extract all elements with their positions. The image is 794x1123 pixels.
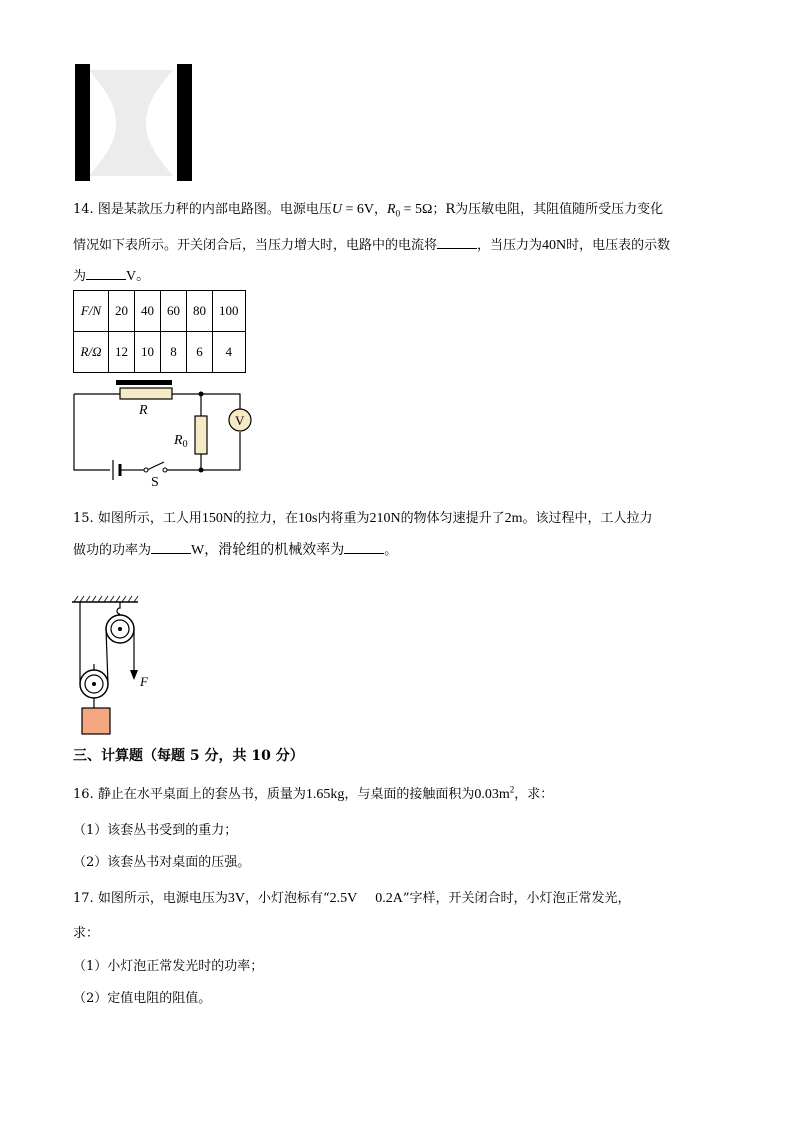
q17-line-1 (73, 887, 631, 907)
q15-line-2 (73, 539, 397, 559)
q14-voltage-val: = 6V (341, 202, 374, 217)
q14-comma: ， (373, 202, 387, 217)
q14-line2-a: 情况如下表所示。开关闭合后，当压力增大时，电路中的电流将 (73, 238, 438, 253)
q15-line2-end: 。 (384, 543, 398, 558)
table-cell: 6 (187, 332, 213, 373)
q15-blank-efficiency[interactable] (344, 541, 384, 554)
q15-line1-e: 。该过程中，工人拉力 (522, 511, 653, 526)
table-row (74, 291, 246, 332)
q14-blank-current[interactable] (437, 236, 477, 249)
right-bar (177, 64, 192, 181)
q15-force: 150N (201, 511, 233, 526)
pressure-plate (116, 380, 172, 385)
q16-text-c: ，求： (514, 787, 554, 802)
q14-line3-unit: V。 (126, 269, 151, 284)
table-cell: R/Ω (74, 332, 109, 373)
table-cell: 8 (161, 332, 187, 373)
q17-text-b: ，小灯泡标有“ (244, 891, 330, 906)
switch-contact (163, 468, 167, 472)
resistor-r (120, 388, 172, 399)
table-cell: 20 (109, 291, 135, 332)
table-cell: 4 (213, 332, 246, 373)
q17-rating-v: 2.5V (329, 891, 358, 906)
left-bar (75, 64, 90, 181)
q17-line-2: 求： (73, 926, 100, 941)
wire (172, 394, 240, 412)
q14-line-2 (73, 234, 670, 254)
q16-text-a: 静止在水平桌面上的套丛书，质量为 (97, 787, 306, 802)
q14-line2-c: 时，电压表的示数 (566, 238, 671, 253)
table-cell: 60 (161, 291, 187, 332)
force-arrow-head (130, 670, 138, 680)
q14-text-a: 图是某款压力秤的内部电路图。电源电压 (97, 202, 332, 217)
q15-height: 2m (504, 511, 523, 526)
q14-circuit-diagram (68, 378, 258, 490)
weight-block (82, 708, 110, 734)
q16-text-b: ，与桌面的接触面积为 (344, 787, 475, 802)
label-r0 (173, 433, 188, 450)
q14-line-3 (73, 265, 150, 285)
q17-voltage: 3V (227, 891, 245, 906)
q14-voltage-var: U (331, 202, 342, 217)
q16-area-sup: 2 (509, 784, 515, 795)
q17-sub-1: （1）小灯泡正常发光时的功率； (73, 959, 264, 974)
lower-pulley-axle (92, 682, 96, 686)
upper-hook (117, 602, 120, 614)
q15-line-1 (73, 507, 653, 527)
label-r0-base: R (174, 433, 183, 448)
q16-number: 16. (73, 787, 94, 802)
table-cell: F/N (74, 291, 109, 332)
wire (74, 394, 110, 470)
label-switch: S (151, 475, 159, 490)
section3-title: 三、计算题（每题 5 分，共 10 分） (73, 748, 304, 764)
label-r: R (139, 403, 148, 418)
q14-text-b: ；R为压敏电阻，其阻值随所受压力变化 (432, 202, 664, 217)
table-cell: 40 (135, 291, 161, 332)
table-cell: 10 (135, 332, 161, 373)
force-resistance-table (73, 290, 246, 373)
q16-sub-2: （2）该套丛书对桌面的压强。 (73, 855, 251, 870)
q17-rating-a: 0.2A (375, 891, 403, 906)
q14-r0-base: R (387, 202, 396, 217)
q14-line2-force: 40N (542, 238, 567, 253)
q15-line1-b: 的拉力，在 (232, 511, 298, 526)
upper-pulley-axle (118, 627, 122, 631)
q17-text-a: 如图所示，电源电压为 (97, 891, 228, 906)
table-cell: 12 (109, 332, 135, 373)
q15-weight: 210N (369, 511, 401, 526)
q14-r0-sub: 0 (395, 208, 401, 219)
switch-contact (144, 468, 148, 472)
resistor-r0 (195, 416, 207, 454)
table-cell: 100 (213, 291, 246, 332)
label-force: F (140, 674, 148, 689)
label-voltmeter: V (235, 413, 245, 428)
q14-line2-b: ，当压力为 (477, 238, 543, 253)
q15-line2-unit: W，滑轮组的机械效率为 (191, 543, 345, 558)
q14-number: 14. (73, 202, 94, 217)
ceiling-hatch (74, 596, 138, 602)
q16-line-1 (73, 783, 553, 803)
q15-time: 10s (297, 511, 318, 526)
label-r0-sub: 0 (182, 439, 188, 450)
q14-r0-val: = 5Ω (400, 202, 433, 217)
q17-sub-2: （2）定值电阻的阻值。 (73, 991, 212, 1006)
q15-number: 15. (73, 511, 94, 526)
q16-mass: 1.65kg (305, 787, 345, 802)
junction-dot (199, 392, 204, 397)
q17-number: 17. (73, 891, 94, 906)
rope (106, 629, 108, 684)
q14-line-1 (73, 198, 663, 219)
q14-blank-voltage[interactable] (86, 267, 126, 280)
table-cell: 80 (187, 291, 213, 332)
table-row (74, 332, 246, 373)
q15-pulley-diagram (68, 594, 158, 736)
switch-blade (147, 462, 164, 470)
q16-sub-1: （1）该套丛书受到的重力； (73, 823, 238, 838)
top-figure (72, 64, 196, 182)
q16-area: 0.03m (474, 787, 510, 802)
q15-line1-c: 内将重为 (317, 511, 370, 526)
q15-line2-a: 做功的功率为 (73, 543, 152, 558)
q15-blank-power[interactable] (151, 541, 191, 554)
q17-text-c: ”字样，开关闭合时，小灯泡正常发光， (402, 891, 631, 906)
q14-line3-a: 为 (73, 269, 87, 284)
q15-line1-a: 如图所示，工人用 (97, 511, 202, 526)
hourglass-shape (89, 70, 173, 176)
junction-dot (199, 468, 204, 473)
q15-line1-d: 的物体匀速提升了 (400, 511, 505, 526)
